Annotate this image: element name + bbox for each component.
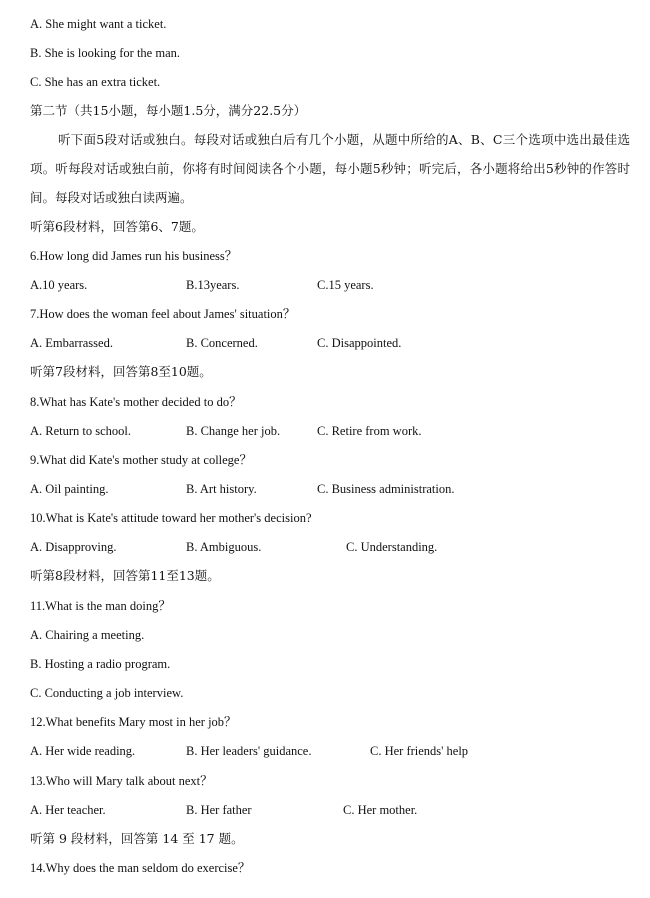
- q8-option-c: C. Retire from work.: [317, 424, 422, 438]
- section-heading: 第二节（共15小题，每小题1.5分，满分22.5分）: [30, 103, 307, 118]
- q8-option-b: B. Change her job.: [186, 424, 281, 438]
- q10-option-c: C. Understanding.: [346, 540, 438, 554]
- question-9: 9.What did Kate's mother study at college？: [30, 453, 252, 467]
- q11-option-c: C. Conducting a job interview.: [30, 686, 184, 700]
- question-10: 10.What is Kate's attitude toward her mother's decision?: [30, 511, 312, 525]
- q7-option-c: C. Disappointed.: [317, 336, 402, 350]
- material-7-heading: 听第7段材料，回答第8至10题。: [30, 364, 212, 379]
- q9-option-a: A. Oil painting.: [30, 482, 109, 496]
- question-12: 12.What benefits Mary most in her job？: [30, 715, 237, 729]
- prev-option-b: B. She is looking for the man.: [30, 46, 180, 60]
- q7-option-b: B. Concerned.: [186, 336, 258, 350]
- q12-option-c: C. Her friends' help: [370, 744, 469, 758]
- question-13: 13.Who will Mary talk about next？: [30, 774, 213, 788]
- material-9-heading: 听第 9 段材料，回答第 14 至 17 题。: [30, 831, 244, 846]
- q11-option-a: A. Chairing a meeting.: [30, 628, 145, 642]
- q13-option-c: C. Her mother.: [343, 803, 418, 817]
- q6-option-b: B.13years.: [186, 278, 240, 292]
- q12-option-b: B. Her leaders' guidance.: [186, 744, 312, 758]
- q9-option-b: B. Art history.: [186, 482, 257, 496]
- q10-option-b: B. Ambiguous.: [186, 540, 262, 554]
- q6-option-c: C.15 years.: [317, 278, 374, 292]
- question-14: 14.Why does the man seldom do exercise？: [30, 861, 251, 875]
- material-6-heading: 听第6段材料，回答第6、7题。: [30, 219, 204, 234]
- q7-option-a: A. Embarrassed.: [30, 336, 113, 350]
- q11-option-b: B. Hosting a radio program.: [30, 657, 171, 671]
- material-8-heading: 听第8段材料，回答第11至13题。: [30, 568, 220, 583]
- question-8: 8.What has Kate's mother decided to do？: [30, 395, 242, 409]
- question-6: 6.How long did James run his business？: [30, 249, 238, 263]
- q13-option-a: A. Her teacher.: [30, 803, 106, 817]
- question-11: 11.What is the man doing？: [30, 599, 171, 613]
- q12-option-a: A. Her wide reading.: [30, 744, 136, 758]
- q9-option-c: C. Business administration.: [317, 482, 455, 496]
- q6-option-a: A.10 years.: [30, 278, 88, 292]
- prev-option-c: C. She has an extra ticket.: [30, 75, 161, 89]
- instructions-paragraph: 听下面5段对话或独白。每段对话或独白后有几个小题，从题中所给的A、B、C三个选项中选出最佳选项。听每段对话或独白前，你将有时间阅读各个小题，每小题5秒钟；听完后，各小题将给出5秒钟的作答时间。每段对话或独白读两遍。: [30, 132, 630, 205]
- question-7: 7.How does the woman feel about James' situation？: [30, 307, 296, 321]
- prev-option-a: A. She might want a ticket.: [30, 17, 167, 31]
- q8-option-a: A. Return to school.: [30, 424, 132, 438]
- q13-option-b: B. Her father: [186, 803, 252, 817]
- q10-option-a: A. Disapproving.: [30, 540, 117, 554]
